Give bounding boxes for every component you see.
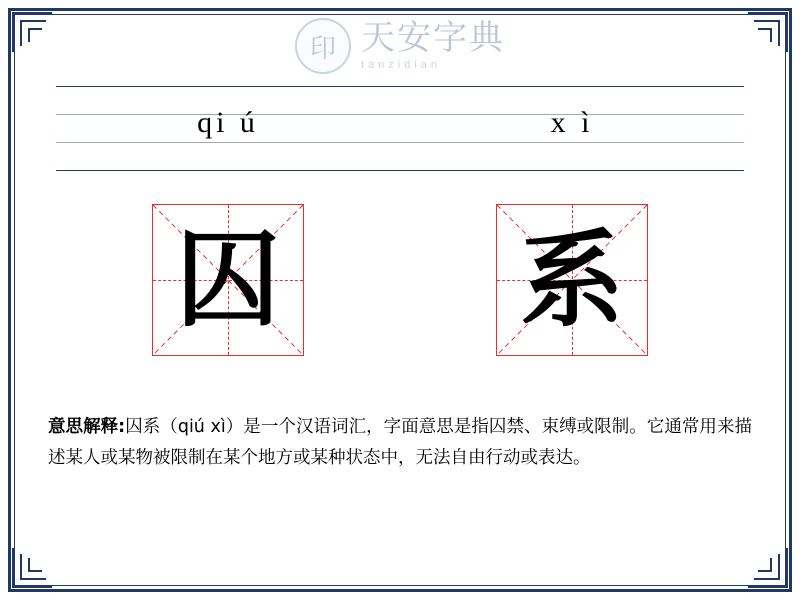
corner-ornament-bottom-left-icon <box>12 548 52 588</box>
corner-ornament-bottom-right-icon <box>748 548 788 588</box>
site-brand <box>361 19 505 71</box>
site-subtitle: tanzidian <box>361 58 442 71</box>
hanzi-character: 囚 <box>175 219 280 341</box>
character-cell <box>56 200 400 360</box>
site-title: 天安字典 <box>361 19 505 57</box>
character-cell <box>400 200 744 360</box>
site-watermark <box>0 16 800 76</box>
character-row <box>56 200 744 360</box>
hanzi-character: 系 <box>519 219 624 341</box>
tianzige-grid <box>152 204 304 356</box>
pinyin-four-line-grid <box>56 86 744 172</box>
explanation-block <box>48 412 752 473</box>
pinyin-syllable: x ì <box>550 106 594 139</box>
seal-circle-icon <box>295 18 351 74</box>
explanation-text: 囚系（qiú xì）是一个汉语词汇，字面意思是指囚禁、束缚或限制。它通常用来描述某人或某物被限制在某个地方或某种状态中，无法自由行动或表达。 <box>48 417 752 468</box>
seal-glyph: 印 <box>309 33 336 63</box>
tianzige-grid <box>496 204 648 356</box>
explanation-label: 意思解释: <box>48 417 126 437</box>
pinyin-row <box>56 86 744 172</box>
pinyin-syllable: qi ú <box>197 106 259 139</box>
